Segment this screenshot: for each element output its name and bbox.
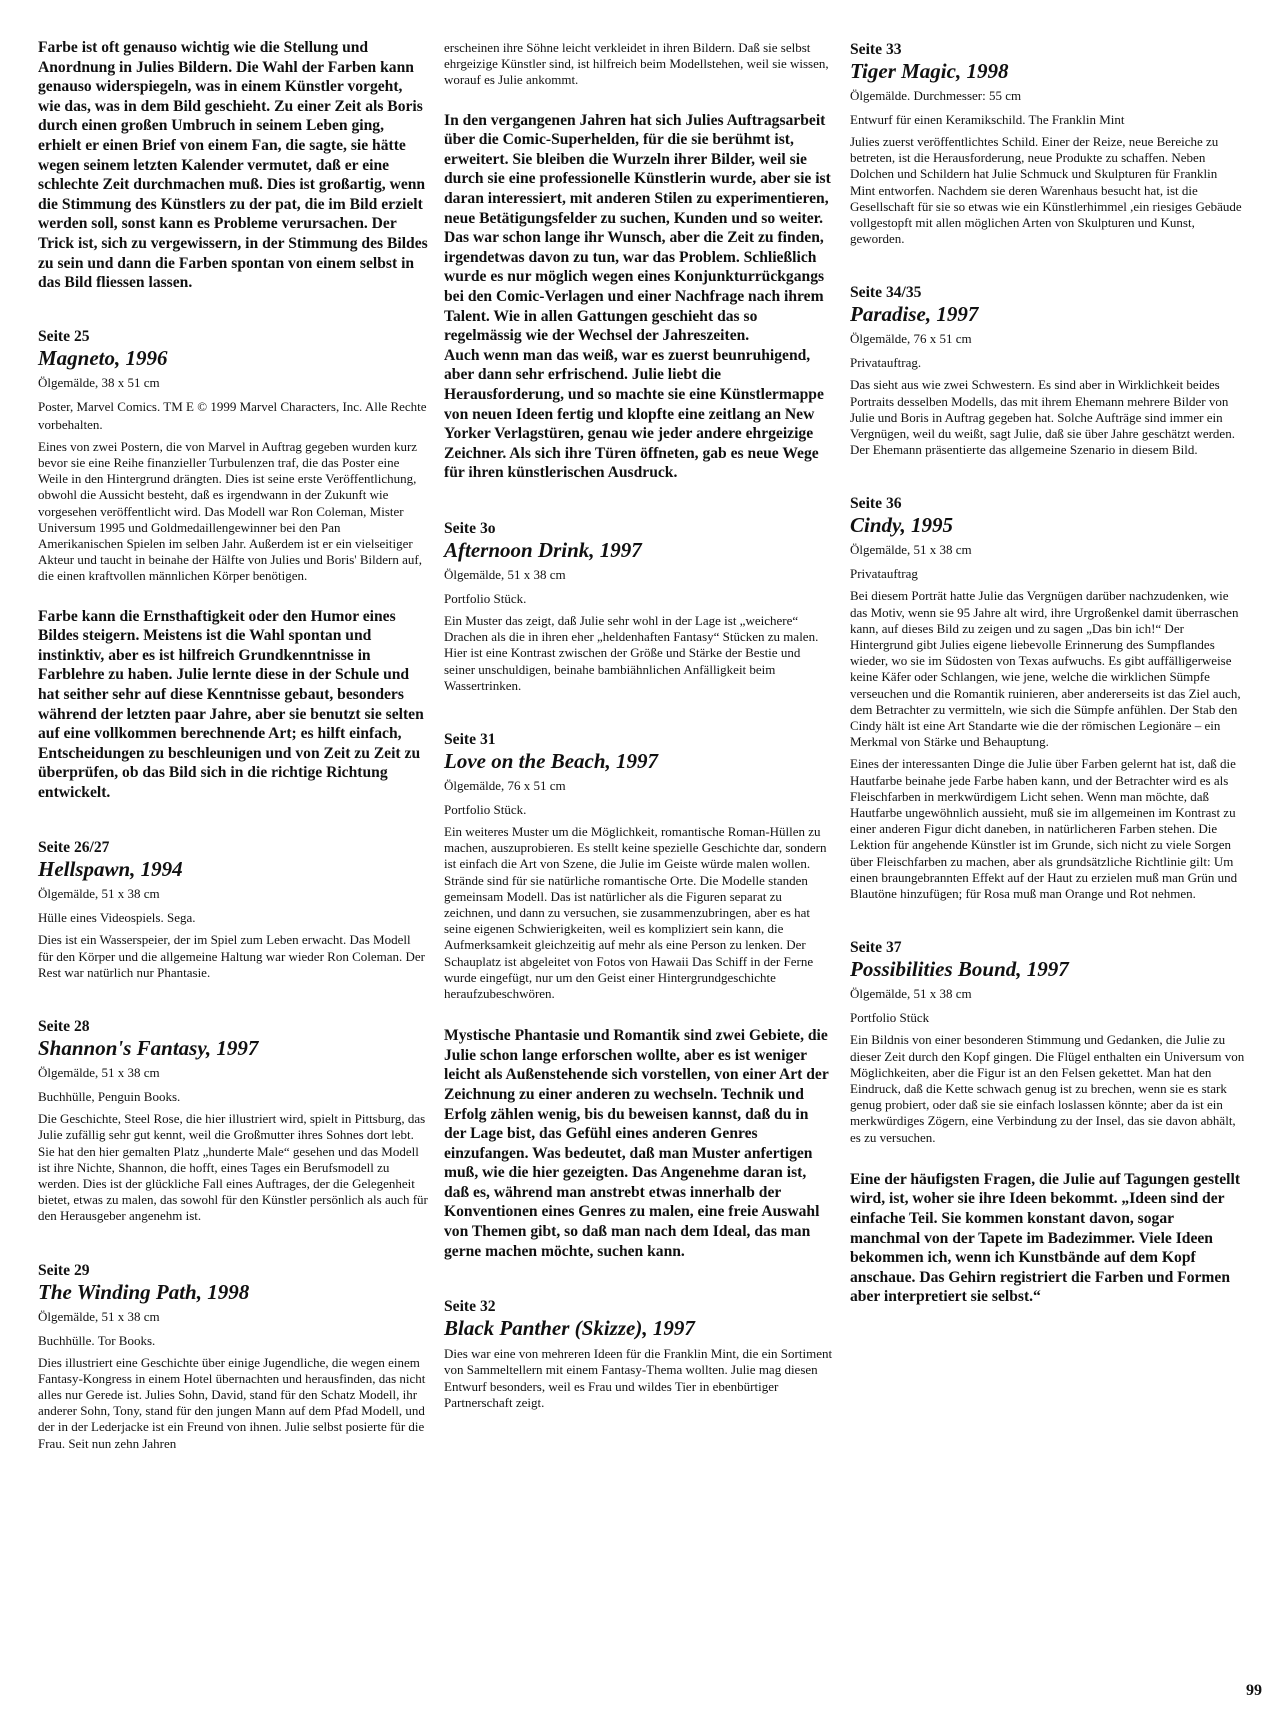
artwork-description: Dies illustriert eine Geschichte über einige Jugendliche, die wegen einem Fantasy-Kongress in einem Hotel übernachten und herausfinden, das nicht alles nur Gerede ist. Julies Sohn, David, stand für den Schatz Modell, ihr anderer Sohn, Tony, stand für den jungen Mann auf dem Pfad Modell, und der in der Lederjacke ist ein Freund von ihnen. Julie selbst posierte für die Frau. Seit nun zehn Jahren — [38, 1354, 426, 1451]
continued-description: erscheinen ihre Söhne leicht verkleidet in ihren Bildern. Daß sie selbst ehrgeizige Künstler sind, ist hilfreich beim Modellstehen, weil sie wissen, worauf es Julie ankommt. — [444, 40, 829, 88]
column-1 — [38, 38, 428, 1452]
column-2 — [444, 40, 834, 1411]
artwork-description: Ein Muster das zeigt, daß Julie sehr wohl in der Lage ist „weichere“ Drachen als die in ihren eher „heldenhaften Fantasy“ Stücken zu malen. Hier ist eine Kontrast zwischen der Größe und Stärke der Bestie und seiner unschuldigen, beinahe bambiähnlichen Anfälligkeit beim Wassertrinken. — [444, 612, 819, 693]
body-paragraph: Eine der häufigsten Fragen, die Julie auf Tagungen gestellt wird, ist, woher sie ihre Ideen bekommt. „Ideen sind der einfache Teil. Sie kommen konstant davon, sogar manchmal von der Tapete im Badezimmer. Viele Ideen bekommen ich, wenn ich Kunstbände auf dem Kopf anschaue. Das Gehirn registriert die Farben und Formen aber interpretiert sie selbst.“ — [850, 1170, 1241, 1306]
artwork-description: Bei diesem Porträt hatte Julie das Vergnügen darüber nachzudenken, wie das Motiv, wenn sie 95 Jahre alt wird, ihre Urgroßenkel damit überraschen kann, auf dieses Bild zu zeigen und zu sagen „Das bin ich!“ Der Hintergrund gibt Julies eigene liebevolle Erinnerung des Sumpflandes wieder, wo sie im Südosten von Texas aufwuchs. Es gibt auffälligerweise keine Käfer oder Schlangen, wie jene, welche die wirklichen Sümpfe verseuchen und die Romantik ruinieren, aber andererseits ist das Ziel auch, dem Betrachter zu vermitteln, wie sich die Sümpfe anfühlen. Der Stab den Cindy hält ist eine Art Standarte wie die der römischen Legionäre – ein Merkmal von Stärke und Behauptung. — [850, 588, 1241, 750]
artwork-description: Eines der interessanten Dinge die Julie über Farben gelernt hat ist, daß die Hautfarbe beinahe jede Farbe haben kann, und der Betrachter wird es als Fleischfarben in merkwürdigem Licht sehen. Wenn man möchte, daß Hautfarbe ungewöhnlich aussieht, muß sie im allgemeinen im Kontrast zu einer anderen Figur dicht daneben, in natürlicheren Farben stehen. Die Lektion für angehende Künstler ist im Grunde, sich nicht zu viele Sorgen über Fleischfarben zu machen, aber als grundsätzliche Richtlinie gilt: Um einen braungebrannten Effekt auf der Haut zu erzielen muß man Grün und Blautöne hinzufügen; für Rosa muß man Orange und Rot nehmen. — [850, 756, 1238, 902]
artwork-info: Poster, Marvel Comics. TM E © 1999 Marvel Characters, Inc. Alle Rechte vorbehalten. — [38, 398, 427, 432]
artwork-title: Possibilities Bound, 1997 — [850, 957, 1069, 982]
artwork-entry — [850, 40, 1245, 247]
artwork-title: Shannon's Fantasy, 1997 — [38, 1036, 259, 1061]
body-paragraph: Farbe ist oft genauso wichtig wie die Stellung und Anordnung in Julies Bildern. Die Wahl der Farben kann genauso widerspiegeln, was in einem Künstler vorgeht, wie das, was in dem Bild geschieht. Zu einer Zeit als Boris durch einen großen Umbruch in seinem Leben ging, erhielt er einen Brief von einem Fan, die sagte, sie hätte wegen seinem letzten Kalender vermutet, daß er eine schlechte Zeit durchmachen muß. Dies ist großartig, wenn die Stimmung des Künstlers zu der pat, die im Bild erzielt werden soll, sonst kann es Probleme verursachen. Der Trick ist, sich zu vergewissern, in der Stimmung des Bildes zu sein und dann die Farben spontan von einem selbst in das Bild fliessen lassen. — [38, 39, 428, 292]
page-number: 99 — [1246, 1682, 1262, 1699]
artwork-technique: Ölgemälde, 51 x 38 cm — [850, 986, 972, 1002]
page-reference: Seite 36 — [850, 495, 902, 513]
artwork-description: Dies ist ein Wasserspeier, der im Spiel zum Leben erwacht. Das Modell für den Körper und die allgemeine Haltung war wieder Ron Coleman. Der Rest war natürlich nur Phantasie. — [38, 932, 425, 980]
artwork-technique: Ölgemälde. Durchmesser: 55 cm — [850, 88, 1022, 103]
artwork-info: Hülle eines Videospiels. Sega. — [38, 910, 196, 926]
page-reference: Seite 26/27 — [38, 839, 110, 857]
artwork-entry — [850, 938, 1245, 1145]
page-reference: Seite 33 — [850, 41, 902, 58]
artwork-info: Privatauftrag — [850, 566, 918, 582]
artwork-technique: Ölgemälde, 76 x 51 cm — [444, 777, 566, 793]
artwork-entry — [38, 1261, 428, 1452]
artwork-info: Buchhülle. Tor Books. — [38, 1332, 156, 1348]
artwork-entry — [38, 327, 428, 585]
artwork-title: Hellspawn, 1994 — [38, 857, 183, 882]
artwork-title: Tiger Magic, 1998 — [850, 59, 1009, 83]
page-reference: Seite 28 — [38, 1018, 90, 1036]
artwork-technique: Ölgemälde, 51 x 38 cm — [38, 1308, 160, 1324]
page-reference: Seite 25 — [38, 327, 90, 345]
artwork-entry — [850, 494, 1245, 902]
page-reference: Seite 31 — [444, 730, 496, 748]
artwork-title: The Winding Path, 1998 — [38, 1279, 250, 1304]
column-3 — [850, 40, 1245, 1307]
page-reference: Seite 3o — [444, 519, 496, 537]
artwork-info: Portfolio Stück. — [444, 801, 527, 817]
artwork-entry — [444, 730, 834, 1002]
artwork-description: Die Geschichte, Steel Rose, die hier illustriert wird, spielt in Pittsburg, das Julie zufällig sehr gut kennt, weil die Großmutter ihres Sohnes dort lebt. Sie hat den hier gemalten Platz „hunderte Male“ gesehen und das Modell ist ihre Nichte, Shannon, die hofft, eines Tages ein Berufsmodell zu werden. Dies ist der glückliche Fall eines Auftrages, der die Gelegenheit bietet, etwas zu malen, das sowohl für den Künstler persönlich als auch für den Herausgeber angenehm ist. — [38, 1111, 428, 1224]
artwork-info: Portfolio Stück. — [444, 590, 527, 606]
body-paragraph: Farbe kann die Ernsthaftigkeit oder den Humor eines Bildes steigern. Meistens ist die Wahl spontan und instinktiv, aber es ist hilfreich Grundkenntnisse in Farblehre zu haben. Julie lernte diese in der Schule und hat seither sehr auf diese Kenntnisse gebaut, besonders während der letzten paar Jahre, aber sie benutzt sie selten auf eine vollkommen berechnende Art; es hilft einfach, Entscheidungen zu beschleunigen und von Zeit zu Zeit zu überprüfen, ob das Bild sich in die richtige Richtung entwickelt. — [38, 607, 424, 801]
artwork-title: Afternoon Drink, 1997 — [444, 537, 642, 562]
body-paragraph: Mystische Phantasie und Romantik sind zwei Gebiete, die Julie schon lange erforschen wollte, aber es ist weniger leicht als Außenstehende sich vorstellen, von einer Art der Zeichnung zu einer anderen zu wechseln. Technik und Erfolg zählen wenig, bis du beweisen kannst, daß du in der Lage bist, das Gefühl eines anderen Genres einzufangen. Was bedeutet, daß man Muster anfertigen muß, wie die hier gezeigten. Das Angenehme daran ist, daß es, während man anstrebt etwas innerhalb der Konventionen eines Genres zu malen, eine freie Auswahl von Themen gibt, so daß man nach dem Ideal, das man gerne machen möchte, suchen kann. — [444, 1027, 829, 1260]
artwork-entry — [444, 1297, 834, 1411]
page-reference: Seite 32 — [444, 1298, 496, 1316]
body-paragraph: In den vergangenen Jahren hat sich Julies Auftragsarbeit über die Comic-Superhelden, für die sie berühmt ist, erweitert. Sie bleiben die Wurzeln ihrer Bilder, weil sie durch sie eine professionelle Künstlerin wurde, aber sie ist daran interessiert, mit anderen Stilen zu experimentieren, neue Betätigungsfelder zu suchen, Kunden und so weiter. — [444, 111, 831, 227]
body-paragraph: Auch wenn man das weiß, war es zuerst beunruhigend, aber dann sehr erfrischend. Julie liebt die Herausforderung, und so machte sie eine Künstlermappe von neuen Ideen fertig und klopfte eine zeitlang an New Yorker Verlagstüren, genau wie jeder andere ehrgeizige Zeichner. Als sich ihre Türen öffneten, gab es neue Wege für ihren künstlerischen Ausdruck. — [444, 346, 824, 482]
artwork-info: Privatauftrag. — [850, 355, 922, 371]
artwork-title: Cindy, 1995 — [850, 513, 954, 538]
artwork-entry — [38, 1017, 428, 1224]
artwork-info: Buchhülle, Penguin Books. — [38, 1089, 181, 1105]
artwork-entry — [444, 519, 834, 694]
artwork-entry — [850, 283, 1245, 458]
artwork-description: Ein weiteres Muster um die Möglichkeit, romantische Roman-Hüllen zu machen, auszuprobieren. Es stellt keine spezielle Geschichte dar, sondern ist einfach die Art von Szene, die Julie im Geiste würde malen wollen. Strände sind für sie natürliche romantische Orte. Die Modelle standen gemeinsam Modell. Das ist natürlicher als die Figuren separat zu zeichnen, und dann zu versuchen, sie zusammenzubringen, aber es hat seine eigenen Schwierigkeiten, weil es kompliziert sein kann, die Aufmerksamkeit gleichzeitig auf mehr als eine Person zu lenken. Der Schauplatz ist abgeleitet von Fotos von Hawaii Das Schiff in der Ferne wurde eingefügt, nur um den Geist einer Hintergrundgeschichte heraufzubeschwören. — [444, 823, 827, 1001]
artwork-description: Ein Bildnis von einer besonderen Stimmung und Gedanken, die Julie zu dieser Zeit durch den Kopf gingen. Die Flügel enthalten ein Universum von Möglichkeiten, aber die Figur ist an den Felsen gekettet. Man hat den Eindruck, daß die Kette schwach genug ist zu brechen, wenn sie es stark genug probiert, oder daß sie sie einfach loslassen könnte; aber da ist ein merkwürdiges Zögern, eine Verbindung zu der Insel, das sie davon abhält, es zu versuchen. — [850, 1032, 1245, 1145]
page-reference: Seite 34/35 — [850, 284, 922, 302]
artwork-technique: Ölgemälde, 51 x 38 cm — [38, 886, 160, 902]
artwork-description: Dies war eine von mehreren Ideen für die Franklin Mint, die ein Sortiment von Sammeltellern mit einem Fantasy-Thema wollten. Julie mag diesen Entwurf besonders, weil es Frau und wildes Tier in ebenbürtiger Partnerschaft zeigt. — [444, 1346, 833, 1410]
page-reference: Seite 37 — [850, 939, 902, 957]
artwork-description: Julies zuerst veröffentlichtes Schild. Einer der Reize, neue Bereiche zu betreten, ist die Herausforderung, neue Produkte zu schaffen. Neben Dolchen und Schildern hat Julie Schmuck und Skulpturen für Franklin Mint entworfen. Nachdem sie deren Warenhaus besucht hat, ist die Gesellschaft für sie so etwas wie ein Künstlerhimmel ,ein riesiges Gebäude vollgestopft mit allen möglichen Arten von Skulpturen und Kunst, geworden. — [850, 134, 1242, 247]
artwork-technique: Ölgemälde, 51 x 38 cm — [444, 566, 566, 582]
artwork-description: Eines von zwei Postern, die von Marvel in Auftrag gegeben wurden kurz bevor sie eine Reihe finanzieller Turbulenzen traf, die das Poster eine Weile in den Hintergrund drängten. Dies ist seine erste Veröffentlichung, obwohl die Aussicht besteht, daß es irgendwann in der Zukunft wie vorgesehen veröffentlicht wird. Das Modell war Ron Coleman, Mister Universum 1995 und Goldmedaillengewinner bei den Pan Amerikanischen Spielen im selben Jahr. Außerdem ist er ein vielseitiger Akteur und taucht in beinahe der Hälfte von Julies und Boris' Bildern auf, die einen kraftvollen männlichen Körper benötigen. — [38, 438, 422, 584]
artwork-info: Entwurf für einen Keramikschild. The Franklin Mint — [850, 112, 1125, 127]
artwork-technique: Ölgemälde, 51 x 38 cm — [850, 542, 972, 558]
artwork-info: Portfolio Stück — [850, 1010, 930, 1026]
artwork-technique: Ölgemälde, 76 x 51 cm — [850, 331, 972, 347]
artwork-description: Das sieht aus wie zwei Schwestern. Es sind aber in Wirklichkeit beides Portraits desselben Modells, das mit ihrem Ehemann mehrere Bilder von Julie und Boris in Auftrag gegeben hat. Solche Aufträge sind immer ein Vergnügen, weil du weißt, sagt Julie, daß sie über Jahre geschätzt werden. Der Ehemann präsentierte das allgemeine Szenario in diesem Bild. — [850, 377, 1235, 458]
artwork-technique: Ölgemälde, 38 x 51 cm — [38, 374, 160, 390]
artwork-title: Love on the Beach, 1997 — [444, 748, 659, 773]
body-paragraph: Das war schon lange ihr Wunsch, aber die Zeit zu finden, irgendetwas davon zu tun, war das Problem. Schließlich wurde es nur möglich wegen eines Konjunkturrückgangs bei den Comic-Verlagen und einer Nachfrage nach ihrem Talent. Wie in allen Gattungen geschieht das so regelmässig wie der Wechsel der Jahreszeiten. — [444, 229, 825, 345]
page-reference: Seite 29 — [38, 1261, 90, 1279]
artwork-entry — [38, 838, 428, 981]
artwork-technique: Ölgemälde, 51 x 38 cm — [38, 1065, 160, 1081]
artwork-title: Black Panther (Skizze), 1997 — [444, 1316, 695, 1341]
artwork-title: Paradise, 1997 — [850, 302, 979, 327]
artwork-title: Magneto, 1996 — [38, 345, 168, 370]
